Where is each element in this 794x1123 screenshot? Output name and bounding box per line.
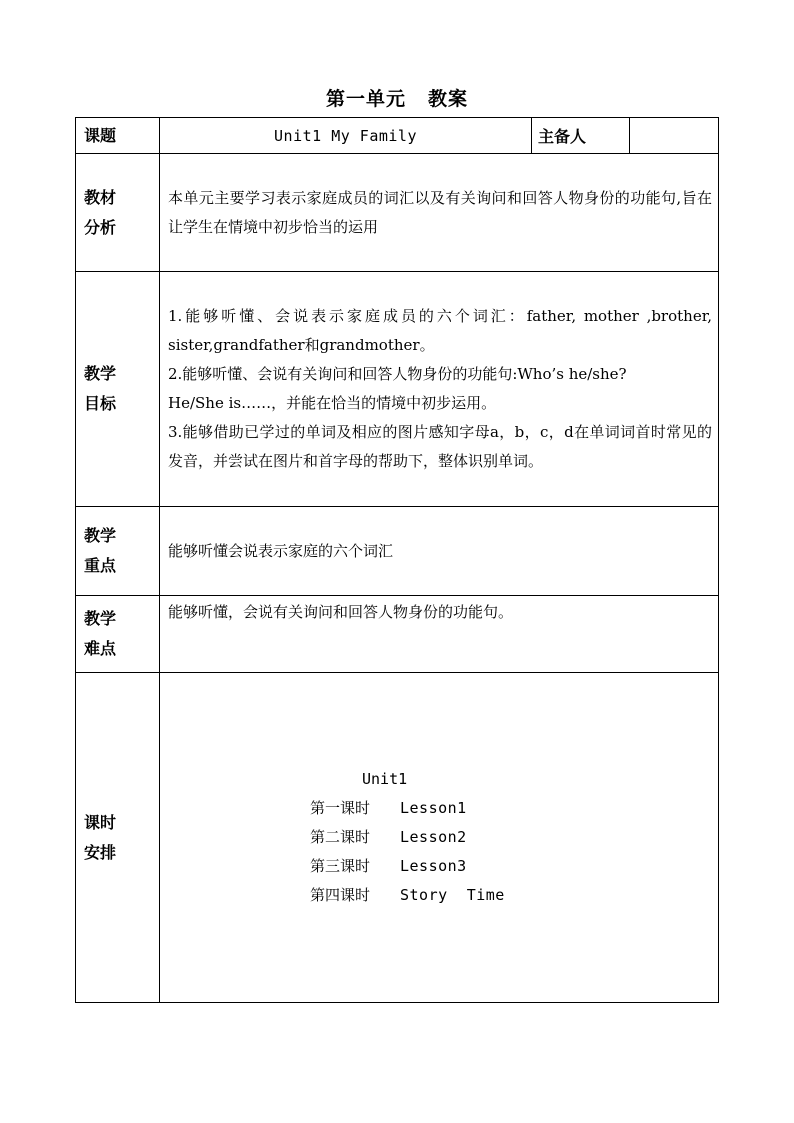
difficulties-text: 能够听懂，会说有关询问和回答人物身份的功能句。	[160, 596, 719, 673]
topic-row	[76, 118, 719, 154]
page-title-plan: 教案	[428, 88, 469, 110]
schedule-row	[76, 673, 719, 1003]
schedule-unit: Unit1	[362, 770, 408, 788]
key-points-text: 能够听懂会说表示家庭的六个词汇	[160, 507, 719, 596]
topic-label: 课题	[76, 118, 160, 154]
preparer-label: 主备人	[532, 118, 630, 154]
objectives-row	[76, 272, 719, 507]
objectives-label: 教学 目标	[76, 272, 160, 507]
analysis-text: 本单元主要学习表示家庭成员的词汇以及有关询问和回答人物身份的功能句,旨在让学生在情境中初步恰当的运用	[160, 154, 719, 272]
difficulties-row	[76, 596, 719, 673]
analysis-row	[76, 154, 719, 272]
analysis-label: 教材 分析	[76, 154, 160, 272]
schedule-lesson: 第一课时 Lesson1	[310, 799, 467, 817]
schedule-lesson: 第三课时 Lesson3	[310, 857, 467, 875]
preparer-value	[630, 118, 719, 154]
schedule-lesson: 第二课时 Lesson2	[310, 828, 467, 846]
objective-item-2: 2.能够听懂、会说有关询问和回答人物身份的功能句:Who’s he/she?	[168, 365, 627, 383]
objective-item-1: 1.能够听懂、会说表示家庭成员的六个词汇：father, mother ,brother, sister,grandfather和grandmother。	[168, 307, 712, 354]
schedule-lesson: 第四课时 Story Time	[310, 886, 505, 904]
page-title	[0, 84, 794, 111]
objective-item-3: 3.能够借助已学过的单词及相应的图片感知字母a，b，c，d在单词词首时常见的发音，并尝试在图片和首字母的帮助下，整体识别单词。	[168, 423, 712, 470]
schedule-label: 课时 安排	[76, 673, 160, 1003]
difficulties-label: 教学 难点	[76, 596, 160, 673]
page-title-unit: 第一单元	[325, 88, 406, 110]
key-points-row	[76, 507, 719, 596]
lesson-plan-table	[75, 117, 719, 1003]
schedule-content	[160, 673, 719, 1003]
objective-item-2b: He/She is……，并能在恰当的情境中初步运用。	[168, 394, 497, 412]
objectives-text	[160, 272, 719, 507]
topic-value: Unit1 My Family	[160, 118, 532, 154]
key-points-label: 教学 重点	[76, 507, 160, 596]
